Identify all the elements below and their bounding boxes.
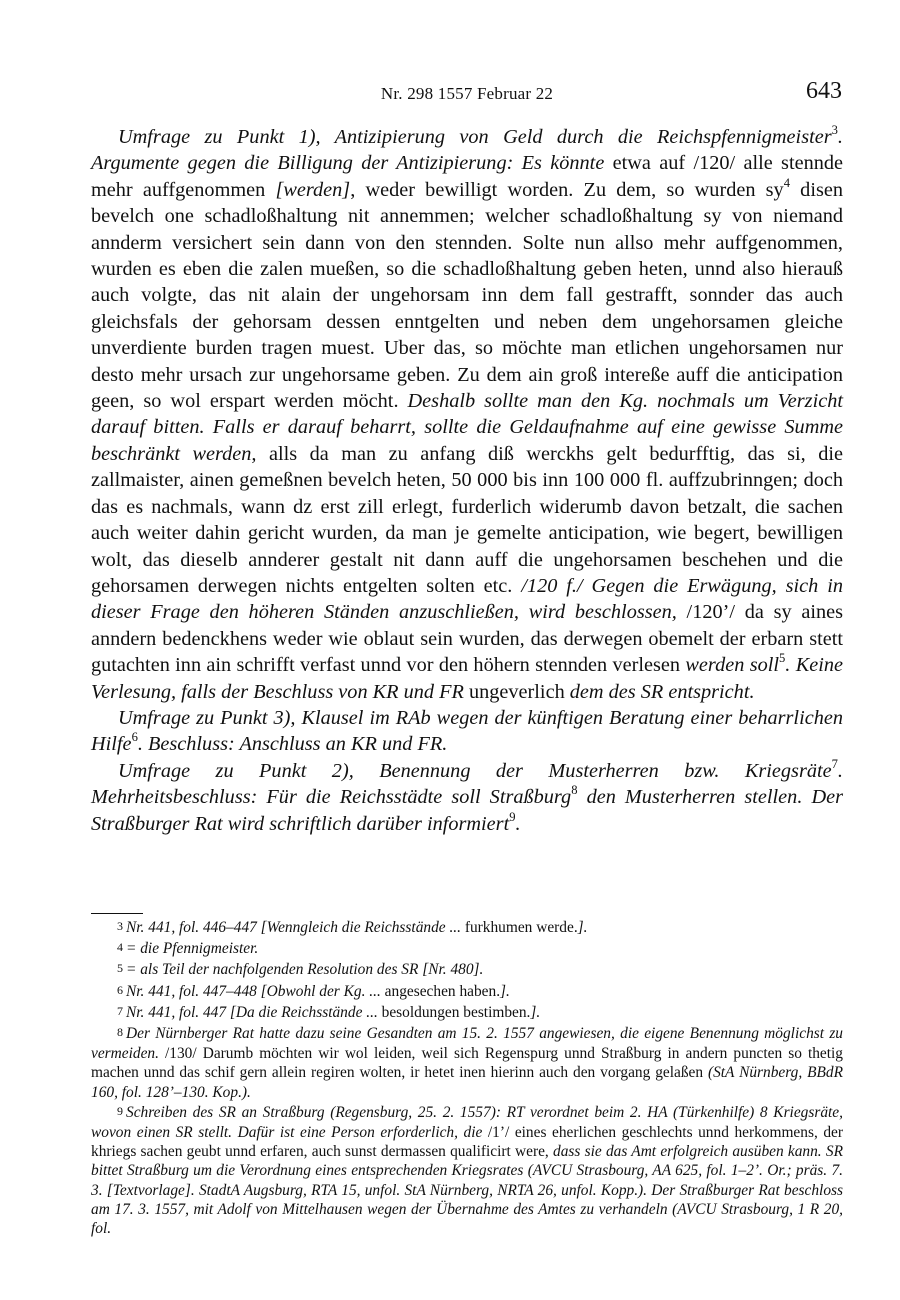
text-span: disen bevelch one schadloßhaltung nit annemmen; welcher schadloßhaltung sy von niemand annderm versichert sein dann von den stennden. Solte nun allso mehr auffgenommen, wurden es eben die zalen mueßen, so die schadloßhaltung geben heten, unnd also hierauß auch volgte, das nit alain der ungehorsam inn dem fall gestrafft, sonnder das auch gleichsfals der gehorsam dessen enntgelten und neben dem ungehorsamen gleiche unverdiente burden tragen muest. Uber das, so möchte man etlichen ungehorsamen nur desto mehr ursach zur ungehorsame geben. Zu dem ain groß intereße auff die anticipation geen, so wol erspart werden möcht. xyxy=(91,178,843,413)
page-header xyxy=(92,78,842,108)
footnote-7 xyxy=(91,1003,843,1023)
text-span: angesechen haben. xyxy=(380,982,501,1000)
footnote-number: 6 xyxy=(117,982,123,997)
text-span: Nr. 441, fol. 447 [Da die Reichsstände ... xyxy=(126,1003,378,1021)
text-span: alls da man zu anfang diß werckhs gelt bedurfftig, das si, die zallmaister, ainen gemeßnen bevelch heten, 50 000 bis inn 100 000 fl. auffzubrinngen; doch das es nachmals, wann dz erst zill erlegt, furderlich widerumb davon betzalt, die sachen auch weiter dahin gericht wurden, da man je gemelte anticipation, wie begert, bewilligen wolt, das dieselb annderer gestalt nit dann auff die ungehorsamen beschehen und die gehorsamen derwegen nichts entgelten solten etc. xyxy=(91,442,843,597)
footnote-8 xyxy=(91,1024,843,1102)
text-span: /120 f./ Gegen die Erwägung, sich in dieser Frage den höheren Ständen anzuschließen, wird beschlossen, xyxy=(91,574,843,624)
text-span: . Keine Verlesung, falls der Beschluss von KR und FR xyxy=(91,654,844,703)
footnote-number: 3 xyxy=(117,919,123,933)
text-span: Deshalb sollte man den Kg. nochmals um Verzicht darauf bitten. Falls er darauf beharrt, sollte die Geldaufnahme auf eine gewisse Summe beschränkt werden, xyxy=(91,390,843,465)
running-title: Nr. 298 1557 Februar 22 xyxy=(380,84,554,103)
text-span: Umfrage zu Punkt 1), Antizipierung von Geld durch die Reichspfennigmeister xyxy=(118,126,832,148)
text-span: . xyxy=(515,812,521,835)
text-span: [werden] xyxy=(275,178,351,201)
text-span: Der Nürnberger Rat hatte dazu seine Gesandten am 15. 2. 1557 angewiesen, die eigene Benennung möglichst zu vermeiden. xyxy=(91,1025,843,1063)
footnote-ref: 6 xyxy=(131,730,138,745)
text-span: dass sie das Amt erfolgreich ausüben kann. SR bittet Straßburg um die Verordnung eines entsprechenden Kriegsrates (AVCU Strasbourg, AA 625, fol. 1–2’. Or.; präs. 7. 3. [Textvorlage]. StadtA Augsburg, RTA 15, unfol. StA Nürnberg, NRTA 26, unfol. Kopp.). Der Straßburger Rat beschloss am 17. 3. 1557, mit Adolf von Mittelhausen wegen der Übernahme des Amtes zu verhandeln (AVCU Strasbourg, 1 R 20, fol. xyxy=(91,1143,843,1238)
text-span: = als Teil der nachfolgenden Resolution des SR [Nr. 480]. xyxy=(126,961,484,979)
text-span: dem des SR entspricht. xyxy=(569,680,755,703)
footnote-6 xyxy=(91,982,843,1002)
text-span: ungeverlich xyxy=(463,680,570,703)
text-span: werden soll xyxy=(685,654,779,677)
text-span: . Argumente gegen die Billigung der Antizipierung: Es könnte xyxy=(91,126,843,175)
footnote-divider xyxy=(91,913,143,914)
paragraph-punkt-2 xyxy=(91,758,843,837)
text-span: Nr. 441, fol. 446–447 [Wenngleich die Reichsstände ... xyxy=(126,919,461,936)
text-span: , weder bewilligt worden. Zu dem, so wurden sy xyxy=(350,178,784,201)
paragraph-punkt-1 xyxy=(91,124,843,705)
footnote-ref: 5 xyxy=(779,651,786,666)
text-span: den Musterherren stellen. Der Straßburger Rat wird schriftlich darüber informiert xyxy=(91,786,843,835)
footnotes xyxy=(91,918,843,1239)
footnote-ref: 7 xyxy=(831,756,838,771)
text-span: Nr. 441, fol. 447–448 [Obwohl der Kg. ... xyxy=(126,982,381,1000)
footnote-number: 9 xyxy=(117,1103,123,1118)
paragraph-punkt-3 xyxy=(91,705,843,758)
text-span: /1’/ eines eherlichen geschlechts unnd herkommens, der khriegs sachen geubt unnd erfaren, auch sunst dermassen qualificirt were, xyxy=(91,1124,843,1161)
text-span: (StA Nürnberg, BBdR 160, fol. 128’–130. Kop.). xyxy=(91,1064,843,1101)
footnote-number: 5 xyxy=(117,961,123,976)
footnote-ref: 4 xyxy=(783,175,790,190)
footnote-number: 8 xyxy=(117,1025,123,1040)
text-span: . Mehrheitsbeschluss: Für die Reichsstädte soll Straßburg xyxy=(91,759,843,809)
footnote-ref: 8 xyxy=(571,783,578,798)
text-span: etwa auf /120/ alle stennde mehr auffgenommen xyxy=(91,152,844,201)
text-span: Schreiben des SR an Straßburg (Regensburg, 25. 2. 1557): RT verordnet beim 2. HA (Türkenhilfe) 8 Kriegsräte, wovon einen SR stellt. Dafür ist eine Person erforderlich, die xyxy=(91,1103,843,1142)
text-span: furkhumen werde. xyxy=(461,919,578,936)
text-span: ]. xyxy=(500,982,510,1000)
footnote-number: 4 xyxy=(117,940,123,955)
footnote-number: 7 xyxy=(117,1003,123,1018)
page-number: 643 xyxy=(806,78,842,104)
footnote-ref: 3 xyxy=(831,122,838,137)
text-span: . Beschluss: Anschluss an KR und FR. xyxy=(137,733,448,756)
footnote-ref: 9 xyxy=(509,809,516,824)
footnote-5 xyxy=(91,960,843,980)
footnote-3 xyxy=(91,918,843,938)
footnote-9 xyxy=(91,1103,843,1238)
text-span: /130/ Darumb möchten wir wol leiden, weil sich Regenspurg unnd Straßburg in andern puncten so thetig machen unnd das schif gern allein regiren wolten, ir hetet inen hierinn auch den vorgang gelaßen xyxy=(91,1045,843,1082)
text-span: Umfrage zu Punkt 2), Benennung der Musterherren bzw. Kriegsräte xyxy=(118,759,832,782)
footnote-4 xyxy=(91,939,843,959)
text-span: besoldungen bestimben. xyxy=(377,1003,531,1021)
text-span: ]. xyxy=(577,919,588,936)
main-text xyxy=(91,124,843,837)
text-span: Umfrage zu Punkt 3), Klausel im RAb wegen der künftigen Beratung einer beharrlichen Hilfe xyxy=(91,706,843,756)
text-span: = die Pfennigmeister. xyxy=(126,940,259,958)
text-span: /120’/ da sy aines anndern bedenckhens weder wie oblaut sein wurden, das derwegen obemelt der erbarn stett gutachten inn ain schrifft verfast unnd vor den höhern stennden verlesen xyxy=(91,601,843,677)
text-span: ]. xyxy=(530,1003,541,1021)
